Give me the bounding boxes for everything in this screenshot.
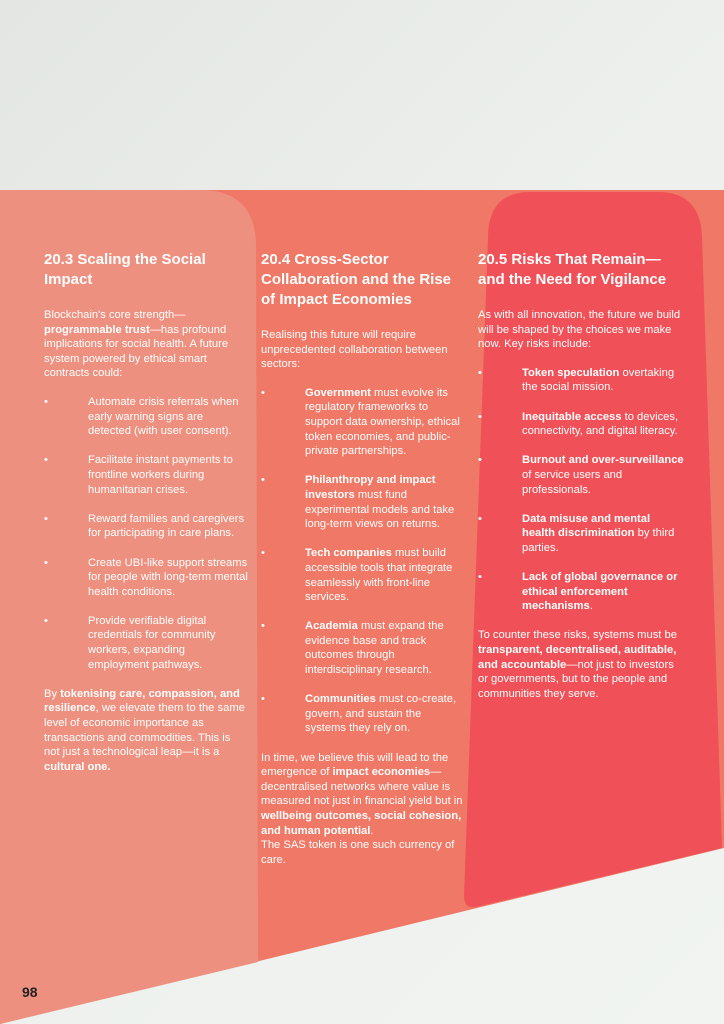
list-item: [261, 386, 465, 459]
list-item: [261, 546, 465, 604]
text-run: By: [44, 687, 61, 700]
bold-run: tokenising care, compassion, and resilience: [44, 687, 240, 715]
text-run: In time, we believe this will lead to the emergence of: [261, 751, 449, 779]
text-run: .: [589, 600, 593, 613]
section-title-20-5: 20.5 Risks That Remain—and the Need for Vigilance: [478, 251, 667, 288]
bold-run: Academia: [305, 620, 358, 633]
outro-paragraph: [44, 687, 248, 775]
bold-run: Lack of global governance or ethical enforcement mechanisms: [522, 571, 678, 613]
text-run: of service users and professionals.: [522, 468, 623, 496]
bold-run: Philanthropy and impact investors: [305, 474, 436, 501]
text-run: must co-create, govern, and sustain the systems they rely on.: [305, 693, 457, 735]
bold-run: Government: [305, 386, 371, 399]
bold-run: transparent, decentralised, auditable, and accountable: [478, 644, 677, 671]
bold-run: cultural one.: [44, 760, 111, 773]
list-item: [478, 410, 684, 439]
list-item: • Automate crisis referrals when early warning signs are detected (with user consent).: [44, 395, 248, 439]
bullet-list: [261, 386, 465, 736]
list-item: • Provide verifiable digital credentials for community workers, expanding employment pathways.: [44, 614, 248, 672]
bold-run: programmable trust: [44, 323, 150, 336]
column-scaling-social-impact: [44, 250, 248, 788]
text-run: must build accessible tools that integrate seamlessly with front-line services.: [305, 547, 453, 604]
column-risks-vigilance: [478, 250, 684, 715]
list-item: [478, 512, 684, 556]
intro-paragraph: [44, 308, 248, 381]
bold-run: impact economies: [332, 766, 431, 779]
list-item: [261, 619, 465, 677]
outro-paragraph: [261, 751, 465, 868]
list-item: [478, 570, 684, 614]
bold-run: wellbeing outcomes, social cohesion, and human potential: [261, 810, 462, 837]
page-number: 98: [22, 984, 38, 1000]
text-run: —has profound implications for social health. A future system powered by ethical smart contracts could:: [44, 323, 229, 380]
bold-run: Burnout and over-surveillance: [522, 454, 684, 467]
text-run: to devices, connectivity, and digital literacy.: [522, 410, 679, 438]
intro-paragraph: Realising this future will require unprecedented collaboration between sectors:: [261, 329, 448, 371]
column-cross-sector-collaboration: [261, 250, 465, 881]
bold-run: Communities: [305, 693, 376, 706]
bold-run: Inequitable access: [522, 410, 622, 423]
section-title-20-3: 20.3 Scaling the Social Impact: [44, 251, 206, 288]
list-item: • Create UBI-like support streams for people with long-term mental health conditions.: [44, 556, 248, 600]
outro-paragraph: [478, 628, 684, 701]
text-run: must evolve its regulatory frameworks to support data ownership, ethical token economies, and public-private partnerships.: [305, 386, 460, 458]
list-item: • Facilitate instant payments to frontline workers during humanitarian crises.: [44, 453, 248, 497]
bold-run: Token speculation: [522, 366, 620, 379]
text-run: overtaking the social mission.: [522, 366, 675, 394]
list-item: • Reward families and caregivers for participating in care plans.: [44, 512, 248, 541]
list-item: [261, 473, 465, 531]
section-title-20-4: 20.4 Cross-Sector Collaboration and the Rise of Impact Economies: [261, 251, 452, 308]
bold-run: Tech companies: [305, 547, 392, 560]
text-run: —decentralised networks where value is measured not just in financial yield but in: [261, 766, 463, 808]
text-run: .: [370, 824, 374, 837]
text-run: by third parties.: [522, 527, 675, 554]
text-run: The SAS token is one such currency of care.: [261, 839, 455, 866]
text-run: —not just to investors or governments, but to the people and communities they serve.: [478, 658, 674, 700]
intro-paragraph: As with all innovation, the future we build will be shaped by the choices we make now. Key risks include:: [478, 309, 681, 351]
list-item: [478, 366, 684, 395]
text-run: must expand the evidence base and track outcomes through interdisciplinary research.: [305, 620, 444, 677]
text-run: , we elevate them to the same level of economic importance as transactions and commodities. This is not just a technological leap—it is a: [44, 702, 245, 759]
list-item: [261, 692, 465, 736]
bold-run: Data misuse and mental health discrimination: [522, 512, 651, 540]
bullet-list: [478, 366, 684, 614]
text-run: must fund experimental models and take long-term views on returns.: [305, 488, 455, 531]
text-run: Blockchain's core strength—: [44, 309, 186, 321]
list-item: [478, 453, 684, 497]
bullet-list: [44, 395, 248, 672]
text-run: To counter these risks, systems must be: [478, 629, 677, 642]
